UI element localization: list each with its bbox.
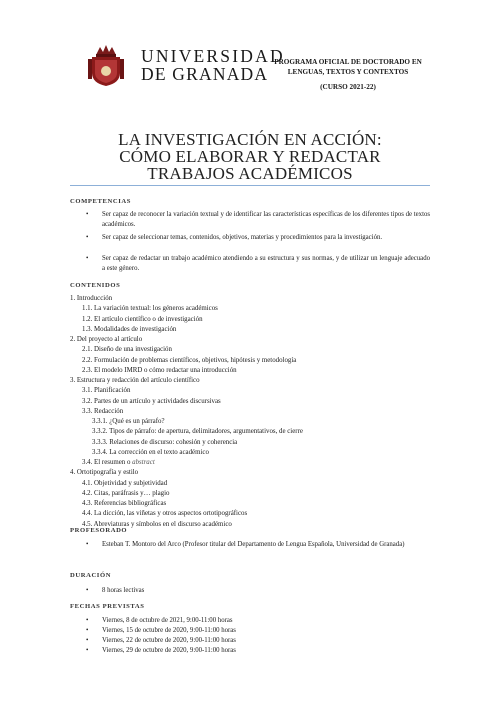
italic-term: abstract (132, 459, 155, 466)
outline-subitem: 1.2. El artículo científico o de investigación (82, 315, 203, 323)
university-name: UNIVERSIDAD (141, 46, 285, 66)
outline-subitem: 4.1. Objetividad y subjetividad (82, 479, 168, 487)
outline-chapter: 3. Estructura y redacción del artículo científico (70, 377, 200, 384)
bullet-icon: • (86, 637, 89, 644)
university-crest-logo (86, 43, 126, 87)
bullet-icon: • (86, 617, 89, 624)
outline-subitem: 2.3. El modelo IMRD o cómo redactar una introducción (82, 366, 237, 374)
bullet-icon: • (86, 647, 89, 654)
list-item: • Viernes, 8 de octubre de 2021, 9:00-11:00 horas (86, 617, 233, 624)
outline-subitem: 1.1. La variación textual: los géneros académicos (82, 305, 218, 313)
outline-subitem: 2.2. Formulación de problemas científicos, objetivos, hipótesis y metodología (82, 356, 297, 364)
list-item: • Viernes, 22 de octubre de 2020, 9:00-11:00 horas (86, 637, 236, 644)
outline-chapter: 1. Introducción (70, 295, 113, 302)
outline-subitem: 3.3.3. Relaciones de discurso: cohesión y coherencia (92, 438, 238, 446)
outline-subitem: 4.2. Citas, paráfrasis y… plagio (82, 489, 170, 497)
outline-subitem: 3.2. Partes de un artículo y actividades discursivas (82, 397, 221, 405)
list-item: • 8 horas lectivas (86, 587, 145, 594)
page-title (70, 131, 430, 182)
outline-subitem: 3.3.4. La corrección en el texto académico (92, 448, 209, 456)
section-heading-contenidos: CONTENIDOS (70, 282, 121, 289)
title-line: TRABAJOS ACADÉMICOS (147, 164, 353, 183)
section-heading-profesorado: PROFESORADO (70, 527, 128, 534)
section-heading-duracion: DURACIÓN (70, 572, 112, 579)
list-item: • Viernes, 29 de octubre de 2020, 9:00-11:00 horas (86, 647, 236, 654)
program-line: PROGRAMA OFICIAL DE DOCTORADO EN (274, 58, 422, 66)
outline-subitem: 3.3.2. Tipos de párrafo: de apertura, delimitadores, argumentativos, de cierre (92, 428, 303, 436)
course-year: (CURSO 2021-22) (320, 83, 376, 92)
bullet-icon: • (86, 541, 89, 548)
program-info (258, 58, 438, 93)
section-heading-competencias: COMPETENCIAS (70, 198, 132, 205)
outline-subitem: 4.4. La dicción, las viñetas y otros aspectos ortotipográficos (82, 510, 248, 518)
outline-subitem: 3.1. Planificación (82, 387, 131, 395)
title-divider (70, 185, 430, 186)
title-line: LA INVESTIGACIÓN EN ACCIÓN: (118, 130, 382, 149)
list-item: • Ser capaz de redactar un trabajo académico atendiendo a su estructura y sus normas, y de utilizar un lenguaje adecuado a este género. (86, 255, 430, 272)
page-header (0, 0, 500, 110)
outline-subitem: 3.3.1. ¿Qué es un párrafo? (92, 418, 165, 425)
bullet-icon: • (86, 211, 89, 218)
list-item: • Viernes, 15 de octubre de 2020, 9:00-11:00 horas (86, 627, 236, 634)
university-city: DE GRANADA (141, 64, 269, 84)
outline-subitem: 4.3. Referencias bibliográficas (82, 500, 167, 507)
title-line: CÓMO ELABORAR Y REDACTAR (119, 147, 381, 166)
outline-chapter: 4. Ortotipografía y estilo (70, 469, 139, 477)
list-item: • Ser capaz de reconocer la variación textual y de identificar las características específicas de los diferentes tipos de textos académicos. (86, 211, 430, 228)
outline-subitem: 3.4. El resumen o abstract (82, 459, 155, 466)
outline-subitem: 3.3. Redacción (82, 407, 124, 415)
list-item: • Esteban T. Montoro del Arco (Profesor titular del Departamento de Lengua Española, Universidad de Granada) (86, 541, 405, 548)
program-line: LENGUAS, TEXTOS Y CONTEXTOS (287, 67, 409, 76)
bullet-icon: • (86, 627, 89, 634)
section-heading-fechas: FECHAS PREVISTAS (70, 603, 145, 610)
outline-subitem: 1.3. Modalidades de investigación (82, 325, 177, 333)
outline-chapter: 2. Del proyecto al artículo (70, 336, 143, 343)
list-item: • Ser capaz de seleccionar temas, contenidos, objetivos, materias y procedimientos para la investigación. (86, 234, 383, 241)
bullet-icon: • (86, 255, 89, 262)
bullet-icon: • (86, 234, 89, 241)
bullet-icon: • (86, 587, 89, 594)
outline-subitem: 2.1. Diseño de una investigación (82, 346, 172, 354)
outline-subitem: 4.5. Abreviaturas y símbolos en el discurso académico (82, 520, 232, 528)
